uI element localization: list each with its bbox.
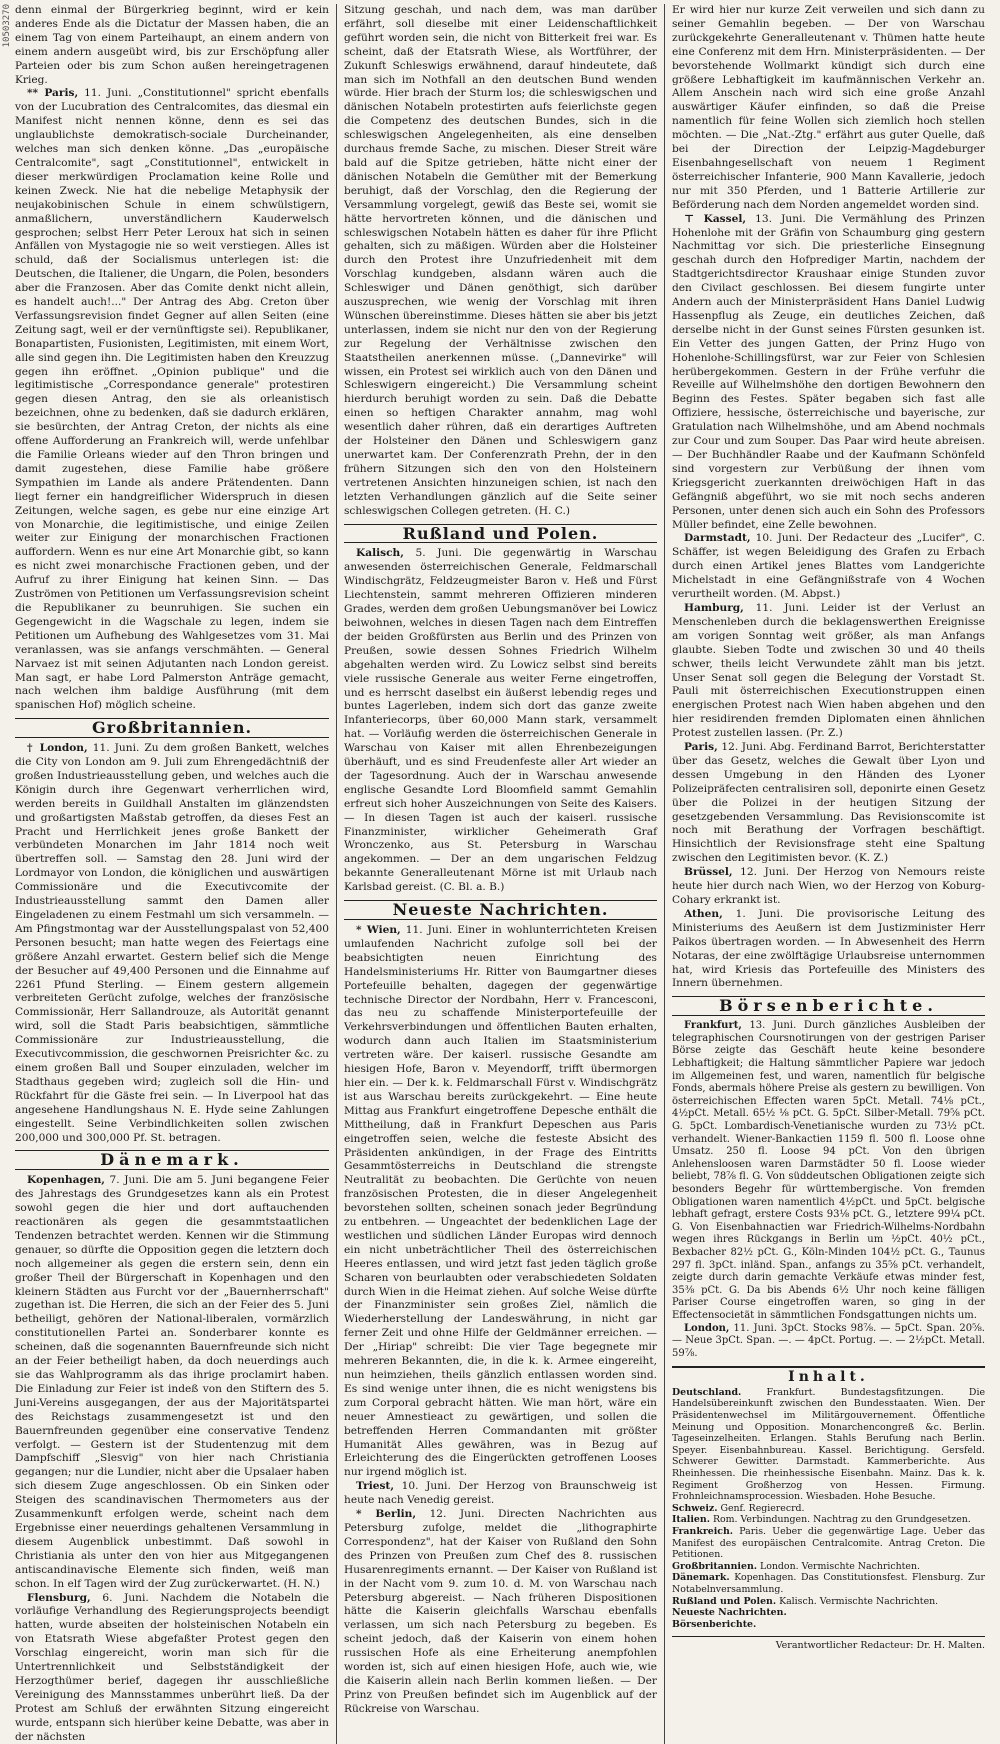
- dateline: * Wien,: [356, 924, 401, 936]
- toc-entry: [672, 1387, 985, 1503]
- column-1: [8, 4, 336, 1744]
- article-flensburg: [15, 1592, 329, 1744]
- page-id: 10503270: [2, 4, 12, 47]
- dateline: Flensburg,: [27, 1592, 91, 1604]
- toc-key: Schweiz.: [672, 1503, 717, 1514]
- article-text: 11. Juni. Leider ist der Verlust an Menschenleben durch die beklagenswerthen Ereignisse am vorigen Sonntag weit größer, als man Anfangs glaubte. Sieben Todte und zwischen 30 und 40 theils schwer, theils leicht Verwundete zählt man bis jetzt. Unser Senat soll gegen die Belegung der Vorstadt St. Pauli mit österreichischen Executionstruppen einen energischen Protest nach Wien haben abgehen und den hier residirenden fremden Diplomaten einen ähnlichen Protest zustellen lassen. (Pr. Z.): [672, 602, 985, 739]
- responsible-editor: Verantwortlicher Redacteur: Dr. H. Malten.: [672, 1636, 985, 1653]
- toc-value: Kopenhagen. Das Constitutionsfest. Flensburg. Zur Notabelnversammlung.: [672, 1572, 985, 1595]
- article-paris-2: [672, 741, 985, 866]
- toc-value: Genf. Regierecrd.: [717, 1503, 804, 1514]
- article-text: 13. Juni. Durch gänzliches Ausbleiben der telegraphischen Coursnotirungen von der gestrigen Pariser Börse zeigte das Geschäft heute keine besondere Lebhaftigkeit; die Haltung sämmtlicher Papiere war jedoch im Allgemeinen fest, und waren, namentlich für belgische Fonds, abermals höhere Preise als gestern zu bewilligen. Von österreichischen Effecten waren 5pCt. Metall. 74⅛ pCt., 4½pCt. Metall. 65½ ⅛ pCt. G. 5pCt. Silber-Metall. 79⅝ pCt. G. 5pCt. Lombardisch-Venetianische wurden zu 73½ pCt. verhandelt. Wiener-Bankactien 1159 fl. 500 fl. Loose ohne Umsatz. 250 fl. Loose 94 pCt. Von den übrigen Anlehensloosen waren Darmstädter 50 fl. Loose wieder beliebt, 78⅞ fl. G. Von süddeutschen Obligationen zeigte sich besonders Begehr für württembergische. Von fremden Obligationen waren namentlich 4½pCt. und 5pCt. belgische lebhaft gefragt, erstere Costs 93⅛ pCt. G., letztere 99¼ pCt. G. Von Eisenbahnactien war Friedrich-Wilhelms-Nordbahn wegen ihres Rückgangs in Berlin um ½pCt. 40½ pCt., Bexbacher 82½ pCt. G., Köln-Minden 104½ pCt. G., Taunus 297 fl. 3pCt. inländ. Span., anfangs zu 35⅝ pCt. verhandelt, zeigte durch darin gemachte Verkäufe etwas minder fest, 35⅜ pCt. G. Da bis Abends 6½ Uhr noch keine fälligen Pariser Course eingetroffen waren, so ging in der Effectensocietät in sämmtlichen Fondsgattungen nichts um.: [672, 1020, 985, 1321]
- article-bruessel: [672, 866, 985, 908]
- dateline: Hamburg,: [684, 602, 744, 614]
- dateline: Kalisch,: [356, 547, 404, 559]
- toc-value: Kalisch. Vermischte Nachrichten.: [776, 1596, 938, 1607]
- toc-value: Frankfurt. Bundestagsfitzungen. Die Handelsübereinkunft zwischen den Bundesstaaten. Wien. Der Präsidentenwechsel im Militärgouvernement. Öffentliche Meinung und Opposition. Monarchencongreß &c. Berlin. Tageseinzelheiten. Erlangen. Stahls Berufung nach Berlin. Speyer. Eisenbahnbureau. Kassel. Berichtigung. Gersfeld. Schwerer Gewitter. Darmstadt. Kammerberichte. Aus Rheinhessen. Die rheinhessische Eisenbahn. Mainz. Das k. k. Regiment Großherzog von Hessen. Firmung. Frohnleichnamsprocession. Wiesbaden. Hohe Besuche.: [672, 1387, 985, 1502]
- section-heading-boersenberichte: Börsenberichte.: [672, 996, 985, 1016]
- toc-entry: [672, 1503, 985, 1515]
- article-text: 1. Juni. Die provisorische Leitung des Ministeriums des Aeußern ist dem Justizminister Herr Paikos übertragen worden. — In Abwesenheit des Herrn Notaras, der eine zwölftägige Urlaubsreise unternommen hat, wird Kriesis das Portefeuille des Ministers des Innern übernehmen.: [672, 908, 985, 990]
- dateline: London,: [684, 1323, 729, 1334]
- section-heading-russland-polen: Rußland und Polen.: [344, 524, 657, 544]
- dateline: Kopenhagen,: [27, 1174, 105, 1186]
- dateline: Darmstadt,: [684, 532, 751, 544]
- article-athen: [672, 908, 985, 991]
- dateline: † London,: [27, 742, 88, 754]
- dateline: Brüssel,: [684, 866, 733, 878]
- article-text: 11. Juni. 3pCt. Stocks 98⅞. — 5pCt. Span. 20⅝. — Neue 3pCt. Span. —. — 4pCt. Portug. —. — 2½pCt. Metall. 59⅞.: [672, 1323, 985, 1359]
- article-kalisch: [344, 547, 657, 895]
- dateline: ** Paris,: [27, 87, 78, 99]
- toc-key: Börsenberichte.: [672, 1619, 756, 1630]
- article-text: 12. Juni. Abg. Ferdinand Barrot, Berichterstatter über das Gesetz, welches die Gewalt über Lyon und dessen Umgebung in den Händen des Lyoner Polizeipräfecten centralisiren soll, deponirte einen Gesetz über die Polizei in der heutigen Sitzung der gesetzgebenden Versammlung. Das Revisionscomite ist noch mit Berathung der Vorfragen beschäftigt. Hinsichtlich der Revisionsfrage steht eine Spaltung zwischen den Legitimisten bevor. (K. Z.): [672, 741, 985, 864]
- article-london: [15, 742, 329, 1145]
- table-of-contents: [672, 1366, 985, 1630]
- article-text: 11. Juni. Zu dem großen Bankett, welches die City von London am 9. Juli zum Ehrengedächtniß der großen Industrieausstellung geben, und welches auch die Königin durch ihre Gegenwart verherrlichen wird, werden bereits in Guildhall Anstalten im glänzendsten und großartigsten Maßstab getroffen, da dieses Fest an Pracht und Herrlichkeit jenes große Bankett der verbündeten Monarchen im Jahr 1814 noch weit übertreffen soll. — Samstag den 28. Juni wird der Lordmayor von London, die königlichen und auswärtigen Commissionäre und die Executivcomite der Industrieausstellung sammt den Damen aller Eingeladenen zu einem Festmahl um sich versammeln. — Am Pfingstmontag war der Ausstellungspalast von 52,400 Personen besucht; man hatte wegen des Feiertags eine größere Anzahl erwartet. Gestern belief sich die Menge der Besucher auf 49,400 Personen und die Einnahme auf 2261 Pfund Sterling. — Einem gestern allgemein verbreiteten Gerücht zufolge, welches der französische Commissionär, Herr Sallandrouze, als Autorität genannt wird, soll die Stadt Paris beabsichtigen, sämmtliche Commissionäre zur Industrieausstellung, die Executivcommission, die geschwornen Preisrichter &c. zu einem großen Ball und Souper einzuladen, welcher im Stadthaus gegeben wird; zugleich soll die Hin- und Rückfahrt für die Gäste frei sein. — In Liverpool hat das angesehene Handlungshaus N. E. Hyde seine Zahlungen eingestellt. Seine Verbindlichkeiten sollen zwischen 200,000 und 300,000 Pf. St. betragen.: [15, 742, 329, 1143]
- article-frankfurt: [672, 1020, 985, 1322]
- column-3: [664, 4, 992, 1744]
- toc-key: Rußland und Polen.: [672, 1596, 776, 1607]
- toc-key: Neueste Nachrichten.: [672, 1607, 787, 1618]
- toc-key: Italien.: [672, 1514, 710, 1525]
- toc-title: Inhalt.: [672, 1372, 985, 1384]
- article-berlin: [344, 1508, 657, 1717]
- article-text: 10. Juni. Der Herzog von Braunschweig ist heute nach Venedig gereist.: [344, 1480, 657, 1506]
- dateline: Frankfurt,: [684, 1020, 742, 1031]
- toc-entry: [672, 1572, 985, 1595]
- dateline: Triest,: [356, 1480, 394, 1492]
- dateline: ⊤ Kassel,: [684, 213, 746, 225]
- article-text: 11. Juni. „Constitutionnel" spricht ebenfalls von der Lucubration des Centralcomites, das diesmal ein Manifest nicht nennen könne, denn es sei das unglaublichste demokratisch-sociale Durcheinander, welches man sich denken könne. „Das „europäische Centralcomite", sagt „Constitutionnel", entwickelt in dieser merkwürdigen Proclamation keine Rolle und keinen Zweck. Nie hat die nebelige Metaphysik der neujakobinischen Schule in einem schwülstigern, anmaßlichern, unverständlichern Kauderwelsch gesprochen; selbst Herr Peter Leroux hat sich in seinen Anfällen von Mystagogie nie so weit verstiegen. Alles ist schuld, daß der Socialismus unterlegen ist: die Deutschen, die Italiener, die Ungarn, die Polen, besonders aber die Franzosen. Aber das Comite denkt nicht allein, es handelt auch!..." Der Antrag des Abg. Creton über Verfassungsrevision findet Gegner auf allen Seiten (eine Zeitung sagt, weil er der vernünftigste sei). Republikaner, Bonapartisten, Fusionisten, Legitimisten, mit einem Wort, alle sind gegen ihn. Die Legitimisten haben den Kreuzzug gegen ihn eröffnet. „Opinion publique" und die legitimistische „Correspondance generale" protestiren gegen diesen Antrag, den sie als orleanistisch bezeichnen, ohne zu bedenken, daß sie dadurch erklären, sie besürchten, der Antrag Creton, der nichts als eine offene Aufforderung an Frankreich will, werde unfehlbar die Familie Orleans wieder auf den Thron bringen und damit zugestehen, diese Familie habe größere Sympathien im Lande als andere Prätendenten. Dann liegt ferner ein handgreiflicher Widerspruch in diesen Zeitungen, welche sagen, es gebe nur eine einzige Art von Monarchie, die legitimistische, und einige Zeilen weiter zur Einigung der monarchischen Fractionen auffordern. Wenn es nur eine Art Monarchie gibt, so kann es nicht zwei monarchische Fractionen geben, und der Aufruf zu ihrer Einigung hat keinen Sinn. — Das Zuströmen von Petitionen um Verfassungsrevision scheint die Republikaner zu beunruhigen. Sie suchen ein Gegengewicht in die Wagschale zu legen, indem sie Petitionen um Aufhebung des Wahlgesetzes vom 31. Mai veranlassen, was sie anfangs verschmähten. — General Narvaez ist mit seinen Adjutanten nach London gereist. Man sagt, er habe Lord Palmerston Anträge gemacht, nach welchen ihm baldige Ausführung (mit dem spanischen Hof) möglich scheine.: [15, 87, 329, 711]
- article-paragraph: denn einmal der Bürgerkrieg beginnt, wird er kein anderes Ende als die Dictatur der Massen haben, die an einem Tag von einem Parteihaupt, an einem andern von einem andern ausgeübt wird, bis zur Erschöpfung aller Parteien oder bis zum Schon außen hereingetragenen Krieg.: [15, 4, 329, 87]
- toc-key: Großbritannien.: [672, 1561, 757, 1572]
- toc-key: Dänemark.: [672, 1572, 730, 1583]
- newspaper-columns: [8, 4, 992, 1444]
- toc-entry: [672, 1607, 985, 1619]
- toc-value: Paris. Ueber die gegenwärtige Lage. Ueber das Manifest des europäischen Centralcomite. Antrag Creton. Die Petitionen.: [672, 1526, 985, 1560]
- toc-value: Rom. Verbindungen. Nachtrag zu den Grundgesetzen.: [710, 1514, 971, 1525]
- article-text: 11. Juni. Einer in wohlunterrichteten Kreisen umlaufenden Nachricht zufolge soll bei der beabsichtigten neuen Einrichtung des Handelsministeriums Hr. Ritter von Baumgartner dieses Portefeuille behalten, dagegen der gegenwärtige technische Director der Nordbahn, Herr v. Francesconi, das neu zu schaffende Ministerportefeuille der Verkehrsverbindungen und öffentlichen Bauten erhalten, wodurch dann auch Italien im Staatsministerium vertreten wäre. Der kaiserl. russische Gesandte am hiesigen Hofe, Baron v. Meyendorff, trifft übermorgen hier ein. — Der k. k. Feldmarschall Fürst v. Windischgrätz ist aus Warschau bereits zurückgekehrt. — Eine heute Mittag aus Frankfurt eingetroffene Depesche enthält die Mittheilung, daß in Frankfurt Depeschen aus Paris eingetroffen seien, welche die festeste Absicht des Präsidenten ankündigen, in der Frage des Eintritts Gesammtösterreichs in Deutschland die strengste Neutralität zu beobachten. Die Gerüchte von neuen französischen Protesten, die in dieser Angelegenheit bevorstehen sollten, scheinen sonach jeder Begründung zu entbehren. — Ungeachtet der bedenklichen Lage der westlichen und südlichen Länder Europas wird dennoch ein nicht unbeträchtlicher Theil des österreichischen Heeres entlassen, und wird jetzt fast jeden täglich große Scharen von beurlaubten oder verabschiedeten Soldaten durch Wien in die Heimat ziehen. Auf solche Weise dürfte der Finanzminister sein großes Ziel, nämlich die Wiederherstellung der Landeswährung, in nicht gar ferner Zeit und ohne Hilfe der Geldmänner erreichen. — Der „Hiriap" schreibt: Die vier Tage begegnete mir mehreren Bekannten, die, in die k. k. Armee eingereiht, nun heimziehen, theils gänzlich entlassen worden sind. Es sind wenige unter ihnen, die es nicht wenigstens bis zum Corporal gebracht hätten. Wie man hört, wäre ein neuer Amnestieact zu gewärtigen, und sollen die betreffenden Herren Commandanten mit größter Humanität Alles gewähren, was in Bezug auf Erleichterung des die Eingerückten getroffenen Looses nur irgend möglich ist.: [344, 924, 657, 1478]
- toc-value: London. Vermischte Nachrichten.: [757, 1561, 920, 1572]
- article-text: 12. Juni. Directen Nachrichten aus Petersburg zufolge, meldet die „lithographirte Correspondenz", hat der Kaiser von Rußland den Sohn des Prinzen von Preußen zum Chef des 8. russischen Husarenregiments ernannt. — Der Kaiser von Rußland ist in der Nacht vom 9. zum 10. d. M. von Warschau nach Petersburg abgereist. — Nach früheren Dispositionen hätte die Kaiserin gleichfalls Warschau ebenfalls verlassen, um sich nach Petersburg zu begeben. Es scheint jedoch, daß der Kaiserin von einem hohen russischen Hofe als eine Erheiterung anempfohlen worden ist, sich auf einen hiesigen Hofe, auch wie, wie die Kaiserin allein nach Berlin kommen ließen. — Der Prinz von Preußen befindet sich im Augenblick auf der Rückreise von Warschau.: [344, 1508, 657, 1715]
- article-paris: [15, 87, 329, 713]
- article-kopenhagen: [15, 1174, 329, 1591]
- dateline: Athen,: [684, 908, 723, 920]
- article-kassel: [672, 213, 985, 533]
- toc-entry: [672, 1619, 985, 1631]
- toc-entry: [672, 1596, 985, 1608]
- article-text: 7. Juni. Die am 5. Juni begangene Feier des Jahrestags des Grundgesetzes kann als ein Protest sowohl gegen die hier und dort auftauchenden reactionären als gegen die gesammtstaatlichen Tendenzen betrachtet werden. Kennen wir die Stimmung genauer, so dürfte die Opposition gegen die letztern doch noch allgemeiner als gegen die erstern sein, denn ein großer Theil der Bürgerschaft in Kopenhagen und den kleinern Städten aus Furcht vor der „Bauernherrschaft" zugethan ist. Die Herren, die sich an der Feier des 5. Juni betheiligt, gehören der National-liberalen, vormärzlich constitutionellen Partei an. Sonderbarer konnte es scheinen, daß die sogenannten Bauernfreunde sich nicht an der Feier betheiligt haben, da doch neuerdings auch sie das Wahlprogramm als das ihrige proclamirt haben. Die Einladung zur Feier ist indeß von den Stiftern des 5. Juni-Vereins ausgegangen, der aus der Majoritätspartei des Reichstags zusammengesetzt ist und den Bauernfreunden gegenüber eine conservative Tendenz verfolgt. — Gestern ist der Studentenzug mit dem Dampfschiff „Slesvig" von hier nach Christiania gegangen; nur die Lundier, nicht aber die Upsalaer haben sich diesem Zuge angeschlossen. Ob ein Sinken oder Steigen des scandinavischen Thermometers aus der Zusammenkunft erfolgen werde, scheint nach dem Ergebnisse einer neuerdings gehaltenen Versammlung in diesem Augenblick unbestimmt. Daß sowohl in Christiania als unter den von hier aus Mitgegangenen antiscandinavische Elemente sich finden, weiß man schon. In elf Tagen wird der Zug zurückerwartet. (H. N.): [15, 1174, 329, 1589]
- section-heading-neueste-nachrichten: Neueste Nachrichten.: [344, 900, 657, 920]
- column-2: [336, 4, 664, 1744]
- article-paragraph: Er wird hier nur kurze Zeit verweilen und sich dann zu seiner Gemahlin begeben. — Der von Warschau zurückgekehrte Generalleutenant v. Thümen hatte heute eine Conferenz mit dem Hrn. Ministerpräsidenten. — Der bevorstehende Wollmarkt kündigt sich durch eine größere Lebhaftigkeit im kaufmännischen Verkehr an. Allem Anschein nach wird sich eine große Anzahl auswärtiger Käufer einfinden, so daß die Preise namentlich für feine Wollen sich ziemlich hoch stellen möchten. — Die „Nat.-Ztg." erfährt aus guter Quelle, daß bei der Direction der Leipzig-Magdeburger Eisenbahngesellschaft von neuem 1 Regiment österreichischer Infanterie, 900 Mann Kavallerie, jedoch nur mit 350 Pferden, und 1 Batterie Artillerie zur Beförderung nach dem Norden angemeldet worden sind.: [672, 4, 985, 213]
- toc-entry: [672, 1561, 985, 1573]
- article-text: 12. Juni. Der Herzog von Nemours reiste heute hier durch nach Wien, wo der Herzog von Koburg-Cohary erkrankt ist.: [672, 866, 985, 906]
- article-london-boerse: [672, 1323, 985, 1361]
- toc-entry: [672, 1514, 985, 1526]
- toc-key: Deutschland.: [672, 1387, 741, 1398]
- section-heading-daenemark: Dänemark.: [15, 1150, 329, 1170]
- article-text: 6. Juni. Nachdem die Notabeln die vorläufige Verhandlung des Regierungsprojects beendigt hatten, wurde abseiten der holsteinischen Notabeln ein von Etatsrath Wiese abgefaßter Protest gegen den Vorschlag eingereicht, worin man sich für die Untertrennlichkeit und Selbstständigkeit der Herzogthümer berief, dagegen ihr ausschließliche Vereinigung des Mannsstammes unberührt ließ. Da der Protest am Schluß der erwähnten Sitzung eingereicht wurde, entspann sich hierüber keine Debatte, was aber in der nächsten: [15, 1592, 329, 1743]
- toc-key: Frankreich.: [672, 1526, 733, 1537]
- article-triest: [344, 1480, 657, 1508]
- article-text: 10. Juni. Der Redacteur des „Lucifer", C. Schäffer, ist wegen Beleidigung des Grafen zu Erbach durch einen Artikel jenes Blattes vom Landgerichte Michelstadt in eine Gefängnißstrafe von 4 Wochen verurtheilt worden. (M. Abpst.): [672, 532, 985, 600]
- section-heading-grossbritannien: Großbritannien.: [15, 718, 329, 738]
- dateline: Paris,: [684, 741, 718, 753]
- dateline: * Berlin,: [356, 1508, 416, 1520]
- article-paragraph: Sitzung geschah, und nach dem, was man darüber erfährt, soll dieselbe mit einer Leidenschaftlichkeit geführt worden sein, die nicht von Bitterkeit frei war. Es scheint, daß der Etatsrath Wiese, als Wortführer, der Zukunft Schleswigs erwähnend, darauf hindeutete, daß man sich im Nothfall an den deutschen Bund wenden würde. Hier brach der Sturm los; die schleswigschen und dänischen Notabeln protestirten aufs feierlichste gegen die Competenz des deutschen Bundes, sich in die schleswigschen Angelegenheiten, als eine denselben durchaus fremde Sache, zu mischen. Dieser Streit wäre bald auf die Spitze getrieben, hätte nicht einer der dänischen Notabeln die Gemüther mit der Bemerkung beruhigt, daß der Vorschlag, den die Regierung der Versammlung vorgelegt, gewiß das Beste sei, womit sie hätte hervortreten können, und die dänischen und schleswigschen Notabeln hätten es daher für ihre Pflicht gehalten, sich zu mäßigen. Würden aber die Holsteiner durch den Protest ihre Unzufriedenheit mit dem Vorschlag kundgeben, alsdann wären auch die Schleswiger und Dänen genöthigt, sich darüber auszusprechen, wie wenig der Vorschlag mit ihren Wünschen übereinstimme. Dieses hätten sie aber bis jetzt unterlassen, indem sie nicht nur den von der Regierung zur Regelung der Verhältnisse zwischen den Staatstheilen anerkennen müsse. („Dannevirke" will wissen, ein Protest sei wirklich auch von den Dänen und Schleswigern eingereicht.) Die Versammlung scheint hierdurch beruhigt worden zu sein. Daß die Debatte einen so heftigen Charakter annahm, mag wohl wesentlich daher rühren, daß ein derartiges Auftreten der Holsteiner den Dänen und Schleswigern ganz unerwartet kam. Der Conferenzrath Prehn, der in den frühern Sitzungen sich den von den Holsteinern vertretenen Ansichten hinzuneigen schien, ist nach den letzten Verhandlungen gänzlich auf die Seite seiner schleswigschen Collegen getreten. (H. C.): [344, 4, 657, 519]
- article-text: 13. Juni. Die Vermählung des Prinzen Hohenlohe mit der Gräfin von Schaumburg ging gestern Nachmittag vor sich. Die priesterliche Einsegnung geschah durch den Hofprediger Martin, nachdem der Stadtgerichtsdirector Kraushaar einige Stunden zuvor den Civilact geschlossen. Bei diesem fungirte unter Andern auch der Ministerpräsident Hans Daniel Ludwig Hassenpflug als Zeuge, ein deutliches Zeichen, daß derselbe nicht in der Gunst seines Fürsten gesunken ist. Ein Vetter des jungen Gatten, der Prinz Hugo von Hohenlohe-Schillingsfürst, war zur Feier von Schlesien herübergekommen. Gestern in der Frühe verfuhr die Reveille auf Wilhelmshöhe den dortigen Bewohnern den Beginn des Festes. Später begaben sich fast alle Offiziere, hessische, österreichische und bayerische, zur Gratulation nach Wilhelmshöhe, und am Abend nochmals zur Cour und zum Souper. Das Paar wird heute abreisen. — Der Buchhändler Raabe und der Kaufmann Schönfeld sind vorgestern zur Verbüßung der ihnen vom Kriegsgericht zuerkannten dreiwöchigen Haft in das Gefängniß abgeführt, wo sie mit noch sechs anderen Personen, unter denen sich auch ein Sohn des Professors Müller befindet, eine Zelle bewohnen.: [672, 213, 985, 531]
- article-text: 5. Juni. Die gegenwärtig in Warschau anwesenden österreichischen Generale, Feldmarschall Windischgrätz, Feldzeugmeister Baron v. Heß und Fürst Liechtenstein, sammt mehreren Offizieren minderen Grades, werden dem großen Uebungsmanöver bei Lowicz beiwohnen, welches in diesen Tagen nach dem Eintreffen der beiden Großfürsten aus Berlin und des Prinzen von Preußen, sowie dessen Sohnes Friedrich Wilhelm abgehalten werden wird. Zu Lowicz selbst sind bereits viele russische Generale aus weiter Ferne eingetroffen, und es herrscht daselbst ein äußerst lebendig reges und buntes Lagerleben, indem sich dort das ganze zweite Infanteriecorps, über 60,000 Mann stark, versammelt hat. — Vorläufig werden die österreichischen Generale in Warschau von Kaiser mit allen Ehrenbezeigungen überhäuft, und es sind Freudenfeste aller Art wieder an der Tagesordnung. Auch der in Warschau anwesende englische Gesandte Lord Bloomfield sammt Gemahlin erfreut sich hoher Auszeichnungen von Seite des Kaisers. — In diesen Tagen ist auch der kaiserl. russische Finanzminister, wirklicher Geheimerath Graf Wronczenko, aus St. Petersburg in Warschau angekommen. — Der an dem ungarischen Feldzug bekannte Generalleutenant Mörne ist mit Urlaub nach Karlsbad gereist. (C. Bl. a. B.): [344, 547, 657, 893]
- article-hamburg: [672, 602, 985, 741]
- article-wien: [344, 924, 657, 1480]
- article-darmstadt: [672, 532, 985, 602]
- toc-entry: [672, 1526, 985, 1561]
